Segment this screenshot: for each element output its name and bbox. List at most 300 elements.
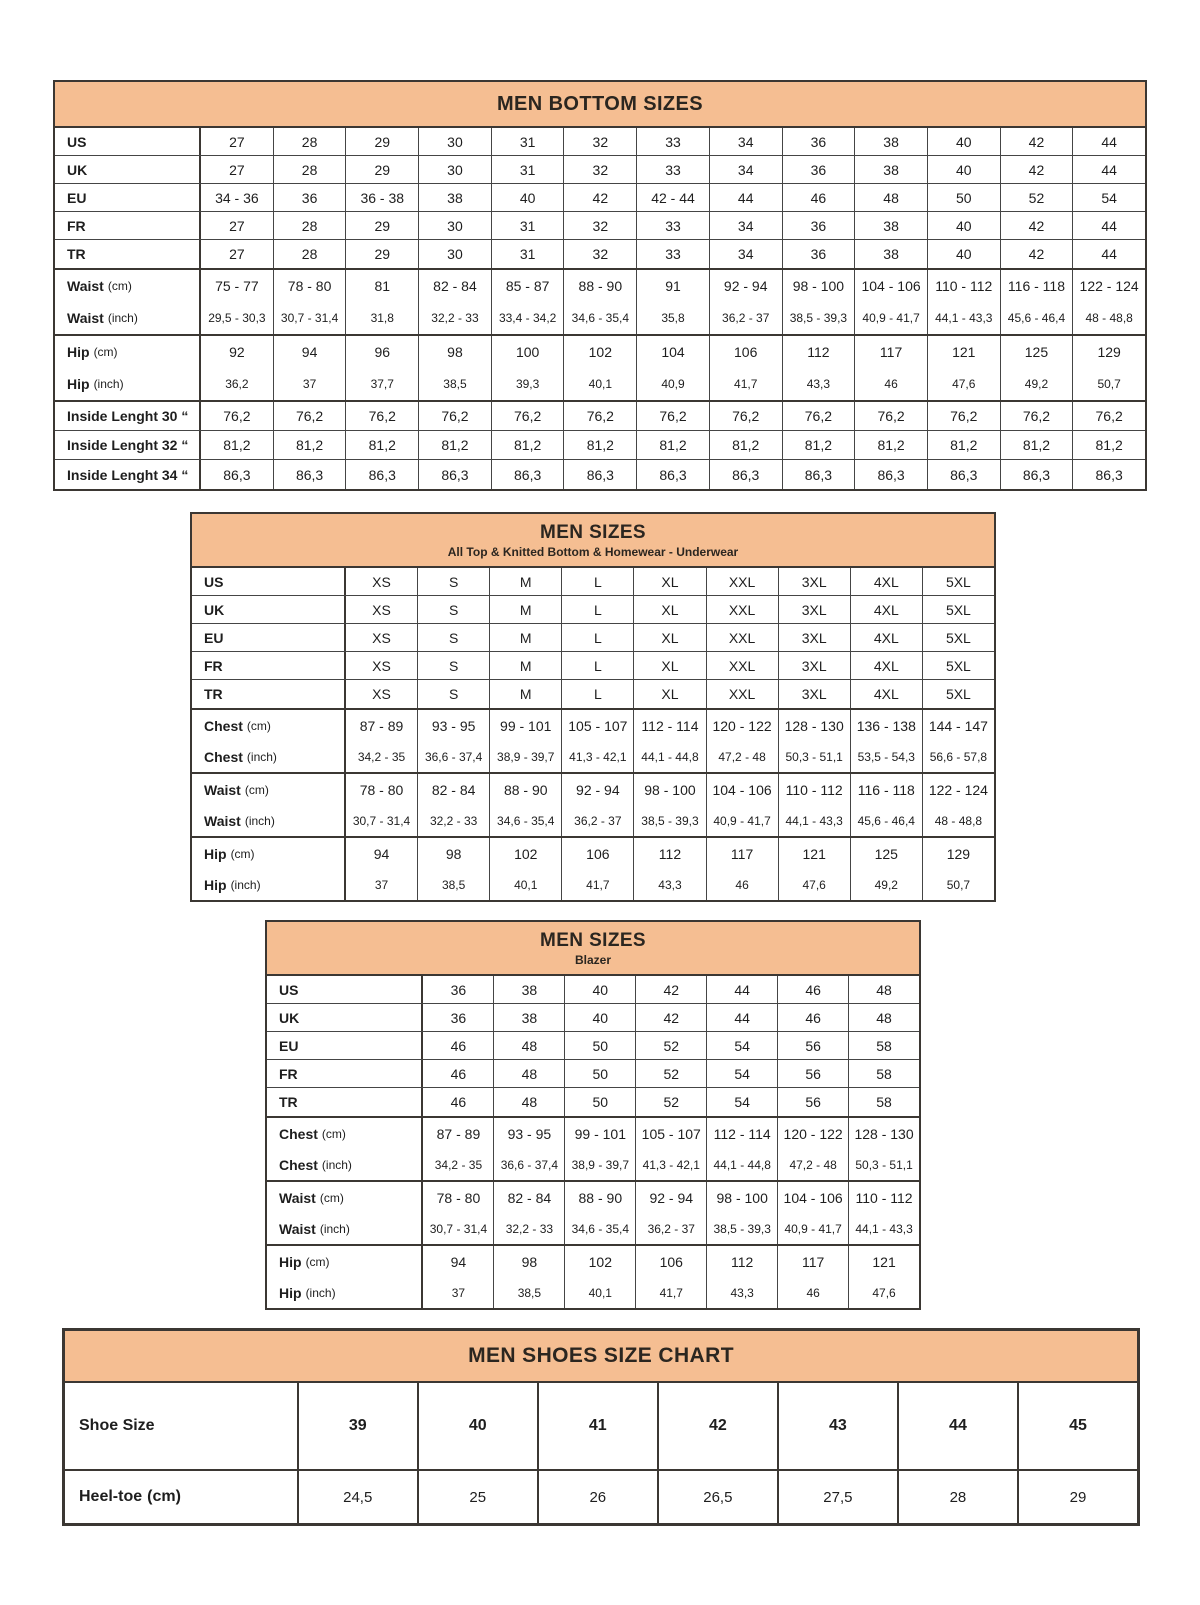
value-cell: 52: [1000, 184, 1073, 211]
value-cell: 82 - 84: [417, 774, 489, 805]
value-cell: 99 - 101: [564, 1118, 635, 1149]
row-label-unit: (inch): [305, 1285, 336, 1300]
value-cell: 34: [709, 240, 782, 268]
table-row: [267, 1004, 919, 1032]
value-cell: XXL: [706, 652, 778, 679]
value-cell: 36: [450, 981, 467, 998]
table-row: [267, 1149, 919, 1180]
value-cell: 40: [417, 1383, 537, 1469]
value-cell: 144 - 147: [922, 710, 994, 741]
value-cell: 42: [635, 976, 706, 1003]
table-row: [267, 1277, 919, 1308]
table-header: [192, 514, 994, 568]
value-cell: 40,9: [636, 368, 709, 400]
value-cell: 88 - 90: [564, 1182, 635, 1213]
row-label-text: TR: [67, 246, 86, 262]
table-header: [55, 82, 1145, 128]
value-cell: 102: [564, 1246, 635, 1277]
table-header: [267, 922, 919, 976]
value-cell: L: [561, 568, 633, 595]
value-cell: XS: [372, 657, 391, 674]
value-cell: 27: [229, 217, 245, 234]
value-cell: 76,2: [563, 402, 636, 430]
value-cell: 46: [777, 1277, 848, 1308]
value-cell: 44: [1072, 240, 1145, 268]
value-cell: 43,3: [782, 368, 855, 400]
value-cell: 50: [564, 1060, 635, 1087]
row-label: [267, 1182, 423, 1213]
men-bottom-sizes-table: [53, 80, 1147, 491]
value-cell: 36,6 - 37,4: [493, 1149, 564, 1180]
value-cell: XXL: [706, 680, 778, 708]
value-cell: 30,7 - 31,4: [429, 1221, 488, 1236]
value-cell: 36: [782, 212, 855, 239]
value-cell: 81,2: [1072, 431, 1145, 459]
table-row: [192, 741, 994, 772]
table-row: [65, 1471, 1137, 1523]
row-label-unit: (cm): [93, 345, 118, 359]
value-cell: 42: [657, 1383, 777, 1469]
value-cell: 44,1 - 43,3: [927, 302, 1000, 334]
value-cell: 3XL: [778, 680, 850, 708]
value-cell: XXL: [706, 596, 778, 623]
value-cell: 30,7 - 31,4: [273, 302, 346, 334]
table-title: MEN SHOES SIZE CHART: [468, 1344, 734, 1367]
value-cell: 28: [273, 156, 346, 183]
value-cell: 40,1: [564, 1277, 635, 1308]
value-cell: 27: [229, 133, 245, 150]
value-cell: 86,3: [1072, 460, 1145, 489]
row-label-text: Hip: [279, 1284, 302, 1301]
value-cell: 52: [635, 1088, 706, 1116]
value-cell: 5XL: [922, 624, 994, 651]
row-label-unit: (inch): [321, 1157, 352, 1172]
value-cell: 120 - 122: [706, 710, 778, 741]
value-cell: 92: [229, 344, 245, 360]
value-cell: 36: [782, 156, 855, 183]
value-cell: 98 - 100: [706, 1182, 777, 1213]
table-row: [267, 1246, 919, 1277]
table-section: [267, 1246, 919, 1308]
row-label: [55, 336, 201, 368]
value-cell: 3XL: [778, 568, 850, 595]
value-cell: 26,5: [657, 1471, 777, 1523]
table-row: [192, 838, 994, 869]
men-shoes-size-chart-table: [62, 1328, 1140, 1526]
value-cell: 31,8: [345, 302, 418, 334]
value-cell: 33,4 - 34,2: [491, 302, 564, 334]
table-row: [55, 368, 1145, 400]
row-label-unit: (inch): [93, 377, 124, 391]
row-label: [55, 431, 201, 459]
value-cell: 99 - 101: [489, 710, 561, 741]
table-row: [192, 596, 994, 624]
table-section: [267, 1182, 919, 1246]
value-cell: 93 - 95: [493, 1118, 564, 1149]
value-cell: 54: [1072, 184, 1145, 211]
value-cell: 36 - 38: [345, 184, 418, 211]
row-label-text: FR: [204, 657, 223, 674]
table-row: [55, 156, 1145, 184]
value-cell: 98 - 100: [782, 270, 855, 302]
value-cell: 104 - 106: [777, 1182, 848, 1213]
row-label: [55, 240, 201, 268]
row-label: [192, 680, 346, 708]
table-title: MEN BOTTOM SIZES: [496, 92, 704, 115]
row-label-unit: (cm): [147, 1488, 181, 1505]
value-cell: 42: [1000, 156, 1073, 183]
row-label: [192, 596, 346, 623]
value-cell: L: [561, 596, 633, 623]
table-title: MEN SIZES: [539, 521, 646, 543]
row-label-unit: (cm): [319, 1190, 344, 1205]
value-cell: 5XL: [922, 680, 994, 708]
value-cell: 5XL: [922, 568, 994, 595]
row-label: [192, 568, 346, 595]
value-cell: 29: [345, 240, 418, 268]
value-cell: 47,6: [927, 368, 1000, 400]
value-cell: 98: [417, 838, 489, 869]
row-label-text: FR: [67, 217, 86, 234]
value-cell: 105 - 107: [561, 710, 633, 741]
value-cell: 31: [491, 240, 564, 268]
value-cell: 36,2 - 37: [635, 1213, 706, 1244]
table-section: [267, 1118, 919, 1182]
row-label-text: UK: [204, 601, 225, 618]
value-cell: 81: [345, 270, 418, 302]
value-cell: 44: [897, 1383, 1017, 1469]
value-cell: 36: [450, 1009, 467, 1026]
row-label-text: Chest: [279, 1156, 318, 1173]
row-label-unit: (cm): [230, 846, 255, 861]
row-label-unit: (cm): [321, 1126, 346, 1141]
value-cell: 34,6 - 35,4: [489, 805, 561, 836]
value-cell: 32,2 - 33: [493, 1213, 564, 1244]
value-cell: 112: [706, 1246, 777, 1277]
value-cell: 46: [782, 184, 855, 211]
value-cell: 30: [418, 128, 491, 155]
value-cell: 39,3: [491, 368, 564, 400]
value-cell: 92 - 94: [635, 1182, 706, 1213]
value-cell: 52: [635, 1032, 706, 1059]
value-cell: 39: [348, 1417, 367, 1434]
value-cell: 81,2: [927, 431, 1000, 459]
row-label: [192, 774, 346, 805]
value-cell: 88 - 90: [563, 270, 636, 302]
table-body: [55, 128, 1145, 489]
value-cell: 81,2: [709, 431, 782, 459]
row-label-unit: (inch): [230, 877, 261, 892]
value-cell: 44: [709, 184, 782, 211]
value-cell: 38,5: [493, 1277, 564, 1308]
row-label-text: Waist: [204, 781, 241, 798]
value-cell: 46: [777, 1004, 848, 1031]
value-cell: 36,6 - 37,4: [417, 741, 489, 772]
row-label-text: Shoe Size: [79, 1417, 155, 1434]
value-cell: 44: [706, 976, 777, 1003]
value-cell: 44: [1072, 212, 1145, 239]
value-cell: 117: [706, 838, 778, 869]
value-cell: 36,2 - 37: [709, 302, 782, 334]
value-cell: 38: [854, 128, 927, 155]
men-sizes-blazer-table: [265, 920, 921, 1310]
table-row: [267, 1182, 919, 1213]
row-label: [267, 1004, 423, 1031]
value-cell: 50: [564, 1032, 635, 1059]
table-section: [55, 128, 1145, 270]
value-cell: 43: [777, 1383, 897, 1469]
value-cell: 28: [273, 128, 346, 155]
value-cell: 24,5: [343, 1488, 373, 1506]
value-cell: 42: [563, 184, 636, 211]
value-cell: 38: [854, 212, 927, 239]
table-body: [192, 568, 994, 900]
value-cell: 44: [706, 1004, 777, 1031]
value-cell: M: [489, 596, 561, 623]
value-cell: 102: [489, 838, 561, 869]
row-label-text: Inside Lenght 30 “: [67, 408, 189, 424]
row-label-text: Waist: [67, 310, 104, 326]
value-cell: 4XL: [850, 624, 922, 651]
table-row: [55, 270, 1145, 302]
row-label-unit: (cm): [246, 718, 271, 733]
value-cell: 35,8: [636, 302, 709, 334]
value-cell: XS: [372, 629, 391, 646]
value-cell: 104: [636, 336, 709, 368]
value-cell: L: [561, 652, 633, 679]
value-cell: 82 - 84: [493, 1182, 564, 1213]
value-cell: 121: [927, 336, 1000, 368]
value-cell: XXL: [706, 568, 778, 595]
value-cell: 76,2: [273, 402, 346, 430]
value-cell: 38: [418, 184, 491, 211]
value-cell: 48: [493, 1032, 564, 1059]
value-cell: 98: [418, 336, 491, 368]
value-cell: 86,3: [223, 466, 251, 483]
value-cell: S: [417, 596, 489, 623]
value-cell: 32: [563, 156, 636, 183]
value-cell: 29,5 - 30,3: [208, 311, 266, 325]
value-cell: 38,5 - 39,3: [782, 302, 855, 334]
table-section: [65, 1383, 1137, 1523]
table-row: [267, 976, 919, 1004]
row-label: [55, 156, 201, 183]
value-cell: 48: [848, 976, 919, 1003]
value-cell: 32,2 - 33: [418, 302, 491, 334]
row-label: [267, 976, 423, 1003]
row-label-unit: (inch): [246, 749, 277, 764]
value-cell: 48: [854, 184, 927, 211]
value-cell: 100: [491, 336, 564, 368]
value-cell: 5XL: [922, 652, 994, 679]
value-cell: S: [417, 568, 489, 595]
table-row: [267, 1213, 919, 1244]
value-cell: 38: [493, 976, 564, 1003]
value-cell: 28: [273, 212, 346, 239]
value-cell: 34,2 - 35: [434, 1157, 483, 1172]
value-cell: 43,3: [706, 1277, 777, 1308]
value-cell: 3XL: [778, 596, 850, 623]
row-label-text: US: [204, 573, 224, 590]
value-cell: 42: [1000, 128, 1073, 155]
row-label: [267, 1088, 423, 1116]
value-cell: XL: [633, 624, 705, 651]
row-label-text: Waist: [279, 1189, 316, 1206]
row-label-unit: (cm): [305, 1254, 330, 1269]
value-cell: 81,2: [491, 431, 564, 459]
value-cell: 40: [927, 156, 1000, 183]
value-cell: 116 - 118: [850, 774, 922, 805]
value-cell: 106: [709, 336, 782, 368]
row-label: [267, 1060, 423, 1087]
table-row: [267, 1088, 919, 1116]
value-cell: 37: [374, 877, 389, 892]
value-cell: 42: [635, 1004, 706, 1031]
value-cell: S: [417, 680, 489, 708]
row-label: [267, 1246, 423, 1277]
row-label: [192, 838, 346, 869]
value-cell: 38,5: [417, 869, 489, 900]
value-cell: 46: [706, 869, 778, 900]
value-cell: 86,3: [345, 460, 418, 489]
value-cell: 27: [229, 161, 245, 178]
value-cell: 34: [709, 212, 782, 239]
value-cell: 102: [563, 336, 636, 368]
value-cell: 31: [491, 156, 564, 183]
value-cell: 44,1 - 44,8: [633, 741, 705, 772]
value-cell: 52: [635, 1060, 706, 1087]
value-cell: 34: [709, 156, 782, 183]
value-cell: 32,2 - 33: [417, 805, 489, 836]
value-cell: 40: [564, 1004, 635, 1031]
row-label-text: Waist: [204, 812, 241, 829]
table-title: MEN SIZES: [539, 929, 646, 951]
value-cell: 45,6 - 46,4: [850, 805, 922, 836]
row-label: [192, 741, 346, 772]
value-cell: 46: [777, 976, 848, 1003]
value-cell: 76,2: [1072, 402, 1145, 430]
value-cell: 36: [782, 128, 855, 155]
value-cell: 44,1 - 43,3: [778, 805, 850, 836]
value-cell: XS: [372, 686, 391, 702]
table-row: [55, 460, 1145, 489]
value-cell: 42 - 44: [636, 184, 709, 211]
value-cell: S: [417, 624, 489, 651]
value-cell: 48: [848, 1004, 919, 1031]
value-cell: 44,1 - 43,3: [848, 1213, 919, 1244]
value-cell: 112: [633, 838, 705, 869]
value-cell: 33: [636, 128, 709, 155]
value-cell: 5XL: [922, 596, 994, 623]
value-cell: 122 - 124: [922, 774, 994, 805]
row-label: [267, 1277, 423, 1308]
value-cell: 47,6: [848, 1277, 919, 1308]
row-label: [55, 402, 201, 430]
row-label-unit: (inch): [319, 1221, 350, 1236]
value-cell: 75 - 77: [215, 278, 259, 294]
value-cell: 105 - 107: [635, 1118, 706, 1149]
row-label-text: TR: [279, 1094, 298, 1110]
value-cell: 28: [273, 240, 346, 268]
value-cell: XL: [633, 596, 705, 623]
row-label: [55, 184, 201, 211]
value-cell: 86,3: [636, 460, 709, 489]
value-cell: XS: [372, 573, 391, 590]
value-cell: 29: [345, 156, 418, 183]
table-row: [192, 805, 994, 836]
value-cell: 41,7: [561, 869, 633, 900]
value-cell: 30: [418, 240, 491, 268]
value-cell: 4XL: [850, 568, 922, 595]
value-cell: 42: [1000, 240, 1073, 268]
value-cell: 87 - 89: [436, 1125, 481, 1142]
value-cell: L: [561, 680, 633, 708]
value-cell: 32: [563, 128, 636, 155]
value-cell: 128 - 130: [848, 1118, 919, 1149]
value-cell: 48 - 48,8: [1072, 302, 1145, 334]
table-header: [65, 1331, 1137, 1383]
value-cell: 38: [493, 1004, 564, 1031]
table-section: [55, 270, 1145, 336]
value-cell: 76,2: [709, 402, 782, 430]
table-body: [65, 1383, 1137, 1523]
row-label: [192, 869, 346, 900]
row-label-text: Hip: [279, 1253, 302, 1270]
value-cell: 58: [848, 1032, 919, 1059]
row-label: [267, 1213, 423, 1244]
value-cell: 81,2: [782, 431, 855, 459]
value-cell: 48 - 48,8: [922, 805, 994, 836]
table-subtitle: Blazer: [574, 952, 612, 967]
value-cell: 56: [777, 1060, 848, 1087]
value-cell: 129: [922, 838, 994, 869]
value-cell: 54: [706, 1060, 777, 1087]
row-label-text: Waist: [279, 1220, 316, 1237]
value-cell: S: [417, 652, 489, 679]
value-cell: 110 - 112: [927, 270, 1000, 302]
value-cell: 117: [854, 336, 927, 368]
value-cell: 125: [1000, 336, 1073, 368]
value-cell: 50,7: [922, 869, 994, 900]
value-cell: 46: [450, 1065, 467, 1082]
value-cell: 78 - 80: [436, 1189, 481, 1206]
value-cell: 81,2: [223, 437, 251, 453]
value-cell: 30: [418, 212, 491, 239]
table-row: [55, 402, 1145, 431]
value-cell: 32: [563, 212, 636, 239]
table-row: [192, 652, 994, 680]
value-cell: 76,2: [345, 402, 418, 430]
row-label-text: Hip: [67, 344, 90, 360]
value-cell: 112 - 114: [706, 1118, 777, 1149]
row-label: [55, 460, 201, 489]
value-cell: 49,2: [1000, 368, 1073, 400]
value-cell: 34,6 - 35,4: [564, 1213, 635, 1244]
table-row: [55, 212, 1145, 240]
value-cell: 47,2 - 48: [706, 741, 778, 772]
table-section: [267, 976, 919, 1118]
table-body: [267, 976, 919, 1308]
row-label: [55, 368, 201, 400]
row-label-unit: (cm): [244, 782, 269, 797]
value-cell: 81,2: [273, 431, 346, 459]
value-cell: 81,2: [636, 431, 709, 459]
value-cell: 54: [706, 1032, 777, 1059]
value-cell: 37: [451, 1285, 466, 1300]
table-row: [55, 302, 1145, 334]
row-label: [55, 270, 201, 302]
row-label: [192, 805, 346, 836]
